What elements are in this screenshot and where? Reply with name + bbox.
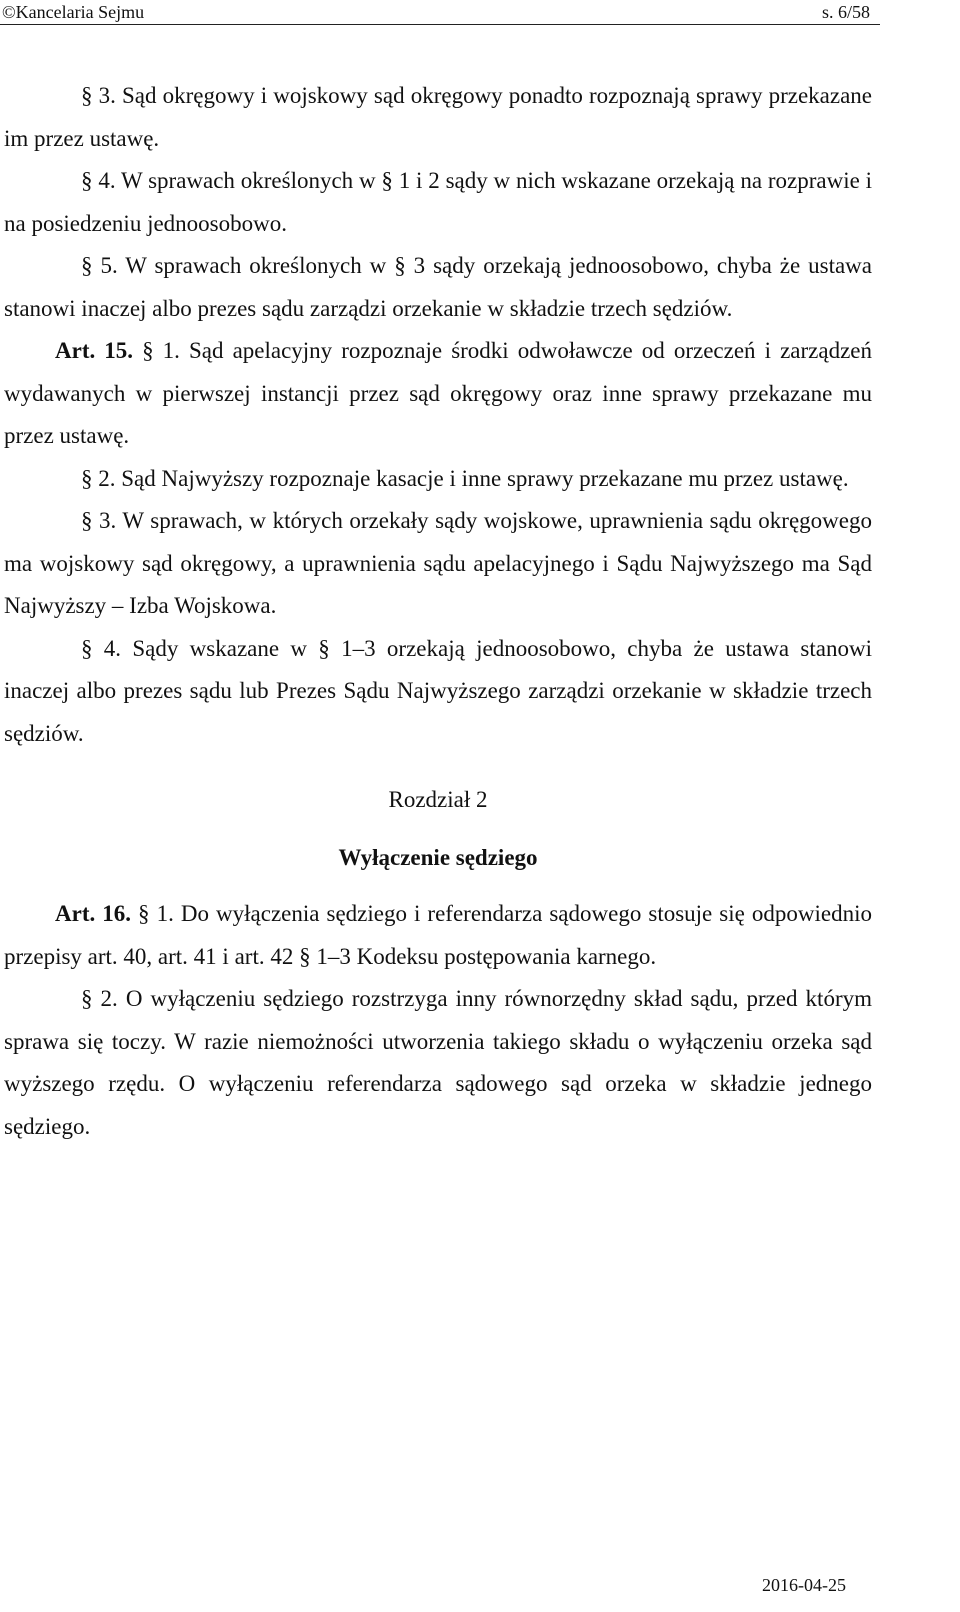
page-header [0, 0, 960, 26]
paragraph-art15-par2 [4, 458, 872, 501]
article-number: Art. 16. [55, 901, 132, 926]
paragraph-text: § 2. O wyłączeniu sędziego rozstrzyga inny równorzędny skład sądu, przed którym sprawa się toczy. W razie niemożności utworzenia takiego składu o wyłączeniu orzeka sąd wyższego rzędu. O wyłączeniu referendarza sądowego sąd orzeka w składzie jednego sędziego. [4, 986, 872, 1139]
paragraph-text: § 1. Sąd apelacyjny rozpoznaje środki odwoławcze od orzeczeń i zarządzeń wydawanych w pierwszej instancji przez sąd okręgowy oraz inne sprawy przekazane mu przez ustawę. [4, 338, 872, 448]
chapter-title: Wyłączenie sędziego [338, 845, 538, 870]
paragraph-text: § 3. Sąd okręgowy i wojskowy sąd okręgowy ponadto rozpoznają sprawy przekazane im przez ustawę. [4, 83, 872, 151]
paragraph-text: § 1. Do wyłączenia sędziego i referendarza sądowego stosuje się odpowiednio przepisy art. 40, art. 41 i art. 42 § 1–3 Kodeksu postępowania karnego. [4, 901, 872, 969]
header-divider [0, 24, 880, 25]
footer-date: 2016-04-25 [762, 1575, 846, 1595]
paragraph-art15-par4 [4, 628, 872, 756]
paragraph-art15-par3 [4, 500, 872, 628]
paragraph-text: § 4. W sprawach określonych w § 1 i 2 sądy w nich wskazane orzekają na rozprawie i na posiedzeniu jednoosobowo. [4, 168, 872, 236]
chapter-number: Rozdział 2 [388, 787, 488, 812]
paragraph-art16-par2 [4, 978, 872, 1148]
paragraph-text: § 5. W sprawach określonych w § 3 sądy orzekają jednoosobowo, chyba że ustawa stanowi inaczej albo prezes sądu zarządzi orzekanie w składzie trzech sędziów. [4, 253, 872, 321]
paragraph-art14-par3 [4, 75, 872, 160]
paragraph-text: § 3. W sprawach, w których orzekały sądy wojskowe, uprawnienia sądu okręgowego ma wojskowy sąd okręgowy, a uprawnienia sądu apelacyjnego i Sądu Najwyższego ma Sąd Najwyższy – Izba Wojskowa. [4, 508, 872, 618]
paragraph-text: § 2. Sąd Najwyższy rozpoznaje kasacje i inne sprawy przekazane mu przez ustawę. [81, 465, 849, 491]
document-body [4, 75, 872, 1148]
paragraph-text: § 4. Sądy wskazane w § 1–3 orzekają jednoosobowo, chyba że ustawa stanowi inaczej albo prezes sądu lub Prezes Sądu Najwyższego zarządzi orzekanie w składzie trzech sędziów. [4, 635, 872, 746]
page-number: s. 6/58 [821, 2, 870, 22]
paragraph-art14-par4 [4, 160, 872, 245]
paragraph-art16-par1 [4, 893, 872, 978]
paragraph-art15-par1 [4, 330, 872, 458]
paragraph-art14-par5 [4, 245, 872, 330]
article-number: Art. 15. [55, 338, 134, 363]
publisher-label: ©Kancelaria Sejmu [2, 2, 145, 22]
